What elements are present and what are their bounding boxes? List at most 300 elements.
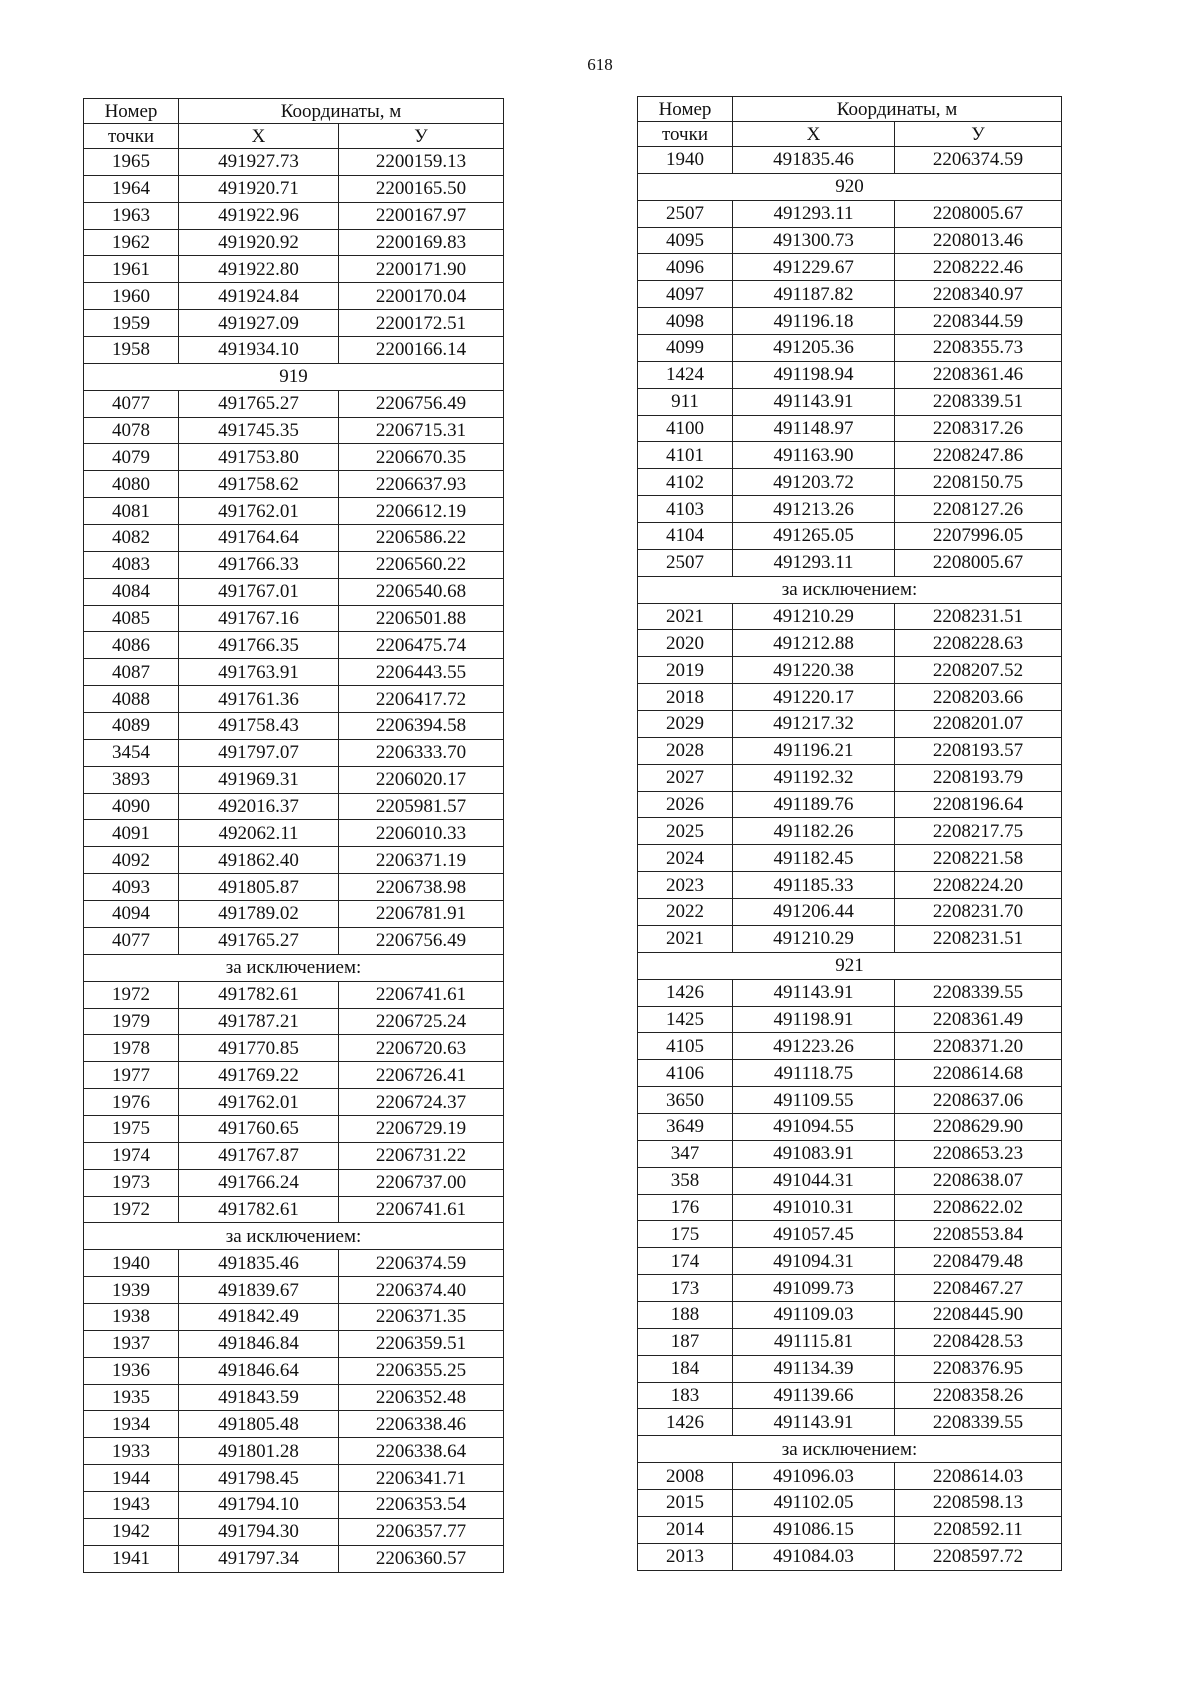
point-number-cell: 1935: [84, 1384, 179, 1411]
table-row: [84, 256, 504, 283]
table-row: [84, 1465, 504, 1492]
x-coordinate-cell: 491094.31: [733, 1248, 895, 1275]
x-coordinate-cell: 491206.44: [733, 899, 895, 926]
x-coordinate-cell: 491118.75: [733, 1060, 895, 1087]
table-row: [84, 149, 504, 176]
y-coordinate-cell: 2206371.19: [339, 847, 504, 874]
y-coordinate-cell: 2206612.19: [339, 498, 504, 525]
point-number-cell: 3650: [638, 1087, 733, 1114]
table-row: [638, 1516, 1062, 1543]
point-number-cell: 4104: [638, 523, 733, 550]
y-coordinate-cell: 2208339.51: [895, 388, 1062, 415]
section-row: [84, 363, 504, 390]
table-row: [638, 818, 1062, 845]
table-row: [84, 793, 504, 820]
y-coordinate-cell: 2208231.51: [895, 603, 1062, 630]
y-coordinate-cell: 2206417.72: [339, 686, 504, 713]
point-number-cell: 4097: [638, 281, 733, 308]
table-row: [638, 335, 1062, 362]
table-row: [638, 1087, 1062, 1114]
table-row: [638, 1060, 1062, 1087]
y-coordinate-cell: 2208193.57: [895, 737, 1062, 764]
y-coordinate-cell: 2208340.97: [895, 281, 1062, 308]
section-label: за исключением:: [638, 1436, 1062, 1463]
y-coordinate-cell: 2208224.20: [895, 872, 1062, 899]
point-number-cell: 4089: [84, 713, 179, 740]
point-number-cell: 1944: [84, 1465, 179, 1492]
x-coordinate-cell: 491210.29: [733, 925, 895, 952]
x-coordinate-cell: 491139.66: [733, 1382, 895, 1409]
table-row: [84, 1411, 504, 1438]
section-row: [84, 954, 504, 981]
header-x: X: [733, 122, 895, 147]
point-number-cell: 4096: [638, 254, 733, 281]
x-coordinate-cell: 491767.16: [179, 605, 339, 632]
y-coordinate-cell: 2200170.04: [339, 283, 504, 310]
header-point-number: Номер: [638, 97, 733, 122]
table-row: [84, 1250, 504, 1277]
point-number-cell: 1973: [84, 1169, 179, 1196]
point-number-cell: 188: [638, 1301, 733, 1328]
y-coordinate-cell: 2208428.53: [895, 1328, 1062, 1355]
y-coordinate-cell: 2208629.90: [895, 1113, 1062, 1140]
point-number-cell: 2019: [638, 657, 733, 684]
table-row: [638, 603, 1062, 630]
table-row: [638, 737, 1062, 764]
x-coordinate-cell: 491846.84: [179, 1330, 339, 1357]
x-coordinate-cell: 491927.73: [179, 149, 339, 176]
point-number-cell: 2028: [638, 737, 733, 764]
table-row: [84, 981, 504, 1008]
x-coordinate-cell: 491758.62: [179, 471, 339, 498]
y-coordinate-cell: 2208217.75: [895, 818, 1062, 845]
x-coordinate-cell: 491115.81: [733, 1328, 895, 1355]
y-coordinate-cell: 2208150.75: [895, 469, 1062, 496]
x-coordinate-cell: 491922.96: [179, 202, 339, 229]
point-number-cell: 176: [638, 1194, 733, 1221]
x-coordinate-cell: 491753.80: [179, 444, 339, 471]
point-number-cell: 1943: [84, 1491, 179, 1518]
x-coordinate-cell: 491083.91: [733, 1140, 895, 1167]
y-coordinate-cell: 2206374.40: [339, 1277, 504, 1304]
point-number-cell: 174: [638, 1248, 733, 1275]
x-coordinate-cell: 491182.26: [733, 818, 895, 845]
y-coordinate-cell: 2206374.59: [895, 147, 1062, 174]
table-row: [84, 1518, 504, 1545]
table-row: [84, 229, 504, 256]
point-number-cell: 4093: [84, 874, 179, 901]
y-coordinate-cell: 2208598.13: [895, 1489, 1062, 1516]
x-coordinate-cell: 491010.31: [733, 1194, 895, 1221]
point-number-cell: 4098: [638, 308, 733, 335]
table-row: [84, 1384, 504, 1411]
table-row: [638, 1489, 1062, 1516]
table-row: [84, 1115, 504, 1142]
y-coordinate-cell: 2200171.90: [339, 256, 504, 283]
point-number-cell: 4084: [84, 578, 179, 605]
table-row: [638, 684, 1062, 711]
table-row: [84, 874, 504, 901]
y-coordinate-cell: 2206738.98: [339, 874, 504, 901]
y-coordinate-cell: 2208221.58: [895, 845, 1062, 872]
table-row: [84, 1545, 504, 1572]
y-coordinate-cell: 2206352.48: [339, 1384, 504, 1411]
point-number-cell: 1965: [84, 149, 179, 176]
point-number-cell: 1961: [84, 256, 179, 283]
table-row: [638, 711, 1062, 738]
x-coordinate-cell: 491300.73: [733, 227, 895, 254]
x-coordinate-cell: 491134.39: [733, 1355, 895, 1382]
point-number-cell: 4077: [84, 927, 179, 954]
point-number-cell: 4091: [84, 820, 179, 847]
y-coordinate-cell: 2208371.20: [895, 1033, 1062, 1060]
table-row: [84, 901, 504, 928]
table-row: [638, 361, 1062, 388]
table-row: [84, 471, 504, 498]
point-number-cell: 4083: [84, 551, 179, 578]
y-coordinate-cell: 2206475.74: [339, 632, 504, 659]
y-coordinate-cell: 2208361.46: [895, 361, 1062, 388]
x-coordinate-cell: 491763.91: [179, 659, 339, 686]
point-number-cell: 4088: [84, 686, 179, 713]
y-coordinate-cell: 2208358.26: [895, 1382, 1062, 1409]
table-row: [638, 1167, 1062, 1194]
x-coordinate-cell: 491846.64: [179, 1357, 339, 1384]
point-number-cell: 1426: [638, 979, 733, 1006]
table-row: [84, 1035, 504, 1062]
y-coordinate-cell: 2208317.26: [895, 415, 1062, 442]
header-y: У: [895, 122, 1062, 147]
table-row: [638, 308, 1062, 335]
point-number-cell: 1958: [84, 337, 179, 364]
point-number-cell: 358: [638, 1167, 733, 1194]
point-number-cell: 4090: [84, 793, 179, 820]
table-row: [638, 496, 1062, 523]
table-row: [638, 200, 1062, 227]
y-coordinate-cell: 2206720.63: [339, 1035, 504, 1062]
y-coordinate-cell: 2206756.49: [339, 927, 504, 954]
table-row: [638, 1382, 1062, 1409]
y-coordinate-cell: 2206360.57: [339, 1545, 504, 1572]
point-number-cell: 2014: [638, 1516, 733, 1543]
y-coordinate-cell: 2206338.46: [339, 1411, 504, 1438]
table-row: [84, 444, 504, 471]
x-coordinate-cell: 491229.67: [733, 254, 895, 281]
x-coordinate-cell: 491794.10: [179, 1491, 339, 1518]
y-coordinate-cell: 2208553.84: [895, 1221, 1062, 1248]
table-row: [84, 927, 504, 954]
x-coordinate-cell: 491920.92: [179, 229, 339, 256]
y-coordinate-cell: 2206560.22: [339, 551, 504, 578]
x-coordinate-cell: 491767.87: [179, 1142, 339, 1169]
point-number-cell: 911: [638, 388, 733, 415]
table-row: [84, 713, 504, 740]
table-row: [638, 1409, 1062, 1436]
x-coordinate-cell: 491762.01: [179, 498, 339, 525]
table-row: [638, 979, 1062, 1006]
table-body: [638, 147, 1062, 1571]
x-coordinate-cell: 491766.33: [179, 551, 339, 578]
point-number-cell: 2021: [638, 603, 733, 630]
y-coordinate-cell: 2208203.66: [895, 684, 1062, 711]
table-row: [84, 605, 504, 632]
y-coordinate-cell: 2208361.49: [895, 1006, 1062, 1033]
y-coordinate-cell: 2208196.64: [895, 791, 1062, 818]
x-coordinate-cell: 491762.01: [179, 1089, 339, 1116]
table-row: [638, 1463, 1062, 1490]
x-coordinate-cell: 491086.15: [733, 1516, 895, 1543]
x-coordinate-cell: 491198.91: [733, 1006, 895, 1033]
x-coordinate-cell: 491842.49: [179, 1303, 339, 1330]
point-number-cell: 2023: [638, 872, 733, 899]
table-row: [84, 498, 504, 525]
y-coordinate-cell: 2206338.64: [339, 1438, 504, 1465]
x-coordinate-cell: 491293.11: [733, 549, 895, 576]
y-coordinate-cell: 2208344.59: [895, 308, 1062, 335]
table-row: [638, 147, 1062, 174]
x-coordinate-cell: 491084.03: [733, 1543, 895, 1570]
table-row: [84, 1357, 504, 1384]
point-number-cell: 3649: [638, 1113, 733, 1140]
header-coordinates: Координаты, м: [733, 97, 1062, 122]
point-number-cell: 4081: [84, 498, 179, 525]
x-coordinate-cell: 491265.05: [733, 523, 895, 550]
point-number-cell: 1936: [84, 1357, 179, 1384]
y-coordinate-cell: 2208228.63: [895, 630, 1062, 657]
table-row: [638, 469, 1062, 496]
y-coordinate-cell: 2208467.27: [895, 1275, 1062, 1302]
table-row: [84, 283, 504, 310]
x-coordinate-cell: 491758.43: [179, 713, 339, 740]
x-coordinate-cell: 491057.45: [733, 1221, 895, 1248]
y-coordinate-cell: 2206586.22: [339, 525, 504, 552]
point-number-cell: 173: [638, 1275, 733, 1302]
point-number-cell: 183: [638, 1382, 733, 1409]
x-coordinate-cell: 491213.26: [733, 496, 895, 523]
table-row: [638, 630, 1062, 657]
y-coordinate-cell: 2206726.41: [339, 1062, 504, 1089]
table-row: [84, 175, 504, 202]
x-coordinate-cell: 491835.46: [179, 1250, 339, 1277]
point-number-cell: 1424: [638, 361, 733, 388]
point-number-cell: 187: [638, 1328, 733, 1355]
table-row: [84, 310, 504, 337]
point-number-cell: 1964: [84, 175, 179, 202]
table-row: [84, 1008, 504, 1035]
y-coordinate-cell: 2208376.95: [895, 1355, 1062, 1382]
table-row: [638, 925, 1062, 952]
point-number-cell: 4080: [84, 471, 179, 498]
point-number-cell: 1979: [84, 1008, 179, 1035]
table-row: [638, 872, 1062, 899]
y-coordinate-cell: 2200167.97: [339, 202, 504, 229]
table-row: [84, 820, 504, 847]
point-number-cell: 1940: [84, 1250, 179, 1277]
x-coordinate-cell: 491217.32: [733, 711, 895, 738]
y-coordinate-cell: 2208653.23: [895, 1140, 1062, 1167]
y-coordinate-cell: 2200166.14: [339, 337, 504, 364]
y-coordinate-cell: 2208339.55: [895, 1409, 1062, 1436]
header-y: У: [339, 124, 504, 149]
section-label: 921: [638, 952, 1062, 979]
point-number-cell: 1426: [638, 1409, 733, 1436]
point-number-cell: 4099: [638, 335, 733, 362]
x-coordinate-cell: 491220.17: [733, 684, 895, 711]
x-coordinate-cell: 491835.46: [733, 147, 895, 174]
x-coordinate-cell: 491766.35: [179, 632, 339, 659]
x-coordinate-cell: 491766.24: [179, 1169, 339, 1196]
table-row: [84, 1330, 504, 1357]
table-row: [638, 1113, 1062, 1140]
point-number-cell: 4086: [84, 632, 179, 659]
x-coordinate-cell: 491789.02: [179, 901, 339, 928]
y-coordinate-cell: 2206670.35: [339, 444, 504, 471]
y-coordinate-cell: 2208127.26: [895, 496, 1062, 523]
table-row: [84, 1089, 504, 1116]
x-coordinate-cell: 491770.85: [179, 1035, 339, 1062]
point-number-cell: 2026: [638, 791, 733, 818]
table-row: [638, 227, 1062, 254]
point-number-cell: 4085: [84, 605, 179, 632]
point-number-cell: 1977: [84, 1062, 179, 1089]
x-coordinate-cell: 491765.27: [179, 390, 339, 417]
section-row: [638, 576, 1062, 603]
point-number-cell: 2020: [638, 630, 733, 657]
x-coordinate-cell: 491862.40: [179, 847, 339, 874]
table-row: [84, 1142, 504, 1169]
table-row: [84, 337, 504, 364]
section-label: за исключением:: [638, 576, 1062, 603]
table-row: [84, 1491, 504, 1518]
y-coordinate-cell: 2208193.79: [895, 764, 1062, 791]
y-coordinate-cell: 2208013.46: [895, 227, 1062, 254]
point-number-cell: 4105: [638, 1033, 733, 1060]
y-coordinate-cell: 2208247.86: [895, 442, 1062, 469]
table-row: [638, 791, 1062, 818]
x-coordinate-cell: 491143.91: [733, 979, 895, 1006]
x-coordinate-cell: 491163.90: [733, 442, 895, 469]
x-coordinate-cell: 491210.29: [733, 603, 895, 630]
x-coordinate-cell: 491801.28: [179, 1438, 339, 1465]
table-row: [638, 1194, 1062, 1221]
y-coordinate-cell: 2206333.70: [339, 739, 504, 766]
page-number: 618: [587, 55, 613, 74]
table-row: [638, 1248, 1062, 1275]
x-coordinate-cell: 491182.45: [733, 845, 895, 872]
section-row: [638, 173, 1062, 200]
y-coordinate-cell: 2206443.55: [339, 659, 504, 686]
table-row: [638, 549, 1062, 576]
y-coordinate-cell: 2208637.06: [895, 1087, 1062, 1114]
table-row: [638, 442, 1062, 469]
y-coordinate-cell: 2205981.57: [339, 793, 504, 820]
point-number-cell: 1976: [84, 1089, 179, 1116]
y-coordinate-cell: 2208005.67: [895, 200, 1062, 227]
y-coordinate-cell: 2206756.49: [339, 390, 504, 417]
point-number-cell: 1978: [84, 1035, 179, 1062]
table-row: [84, 1169, 504, 1196]
y-coordinate-cell: 2206357.77: [339, 1518, 504, 1545]
y-coordinate-cell: 2206371.35: [339, 1303, 504, 1330]
x-coordinate-cell: 491782.61: [179, 981, 339, 1008]
x-coordinate-cell: 491189.76: [733, 791, 895, 818]
table-row: [84, 739, 504, 766]
section-label: за исключением:: [84, 1223, 504, 1250]
x-coordinate-cell: 491094.55: [733, 1113, 895, 1140]
table-header: [84, 99, 504, 149]
x-coordinate-cell: 492062.11: [179, 820, 339, 847]
x-coordinate-cell: 491203.72: [733, 469, 895, 496]
x-coordinate-cell: 491044.31: [733, 1167, 895, 1194]
x-coordinate-cell: 491187.82: [733, 281, 895, 308]
table-row: [84, 525, 504, 552]
y-coordinate-cell: 2206353.54: [339, 1491, 504, 1518]
table-row: [638, 1543, 1062, 1570]
x-coordinate-cell: 491765.27: [179, 927, 339, 954]
section-row: [638, 952, 1062, 979]
x-coordinate-cell: 491205.36: [733, 335, 895, 362]
x-coordinate-cell: 491787.21: [179, 1008, 339, 1035]
x-coordinate-cell: 491798.45: [179, 1465, 339, 1492]
point-number-cell: 1425: [638, 1006, 733, 1033]
table-body: [84, 149, 504, 1573]
point-number-cell: 1933: [84, 1438, 179, 1465]
x-coordinate-cell: 491934.10: [179, 337, 339, 364]
y-coordinate-cell: 2207996.05: [895, 523, 1062, 550]
y-coordinate-cell: 2208355.73: [895, 335, 1062, 362]
y-coordinate-cell: 2200159.13: [339, 149, 504, 176]
y-coordinate-cell: 2208222.46: [895, 254, 1062, 281]
table-row: [638, 281, 1062, 308]
y-coordinate-cell: 2206715.31: [339, 417, 504, 444]
x-coordinate-cell: 491922.80: [179, 256, 339, 283]
y-coordinate-cell: 2208597.72: [895, 1543, 1062, 1570]
y-coordinate-cell: 2206355.25: [339, 1357, 504, 1384]
header-x: X: [179, 124, 339, 149]
table-row: [84, 1438, 504, 1465]
y-coordinate-cell: 2208479.48: [895, 1248, 1062, 1275]
table-row: [84, 847, 504, 874]
table-row: [638, 1328, 1062, 1355]
point-number-cell: 1942: [84, 1518, 179, 1545]
y-coordinate-cell: 2206725.24: [339, 1008, 504, 1035]
header-point-number-2: точки: [84, 124, 179, 149]
table-row: [638, 1006, 1062, 1033]
y-coordinate-cell: 2206010.33: [339, 820, 504, 847]
point-number-cell: 2018: [638, 684, 733, 711]
point-number-cell: 4087: [84, 659, 179, 686]
table-row: [638, 415, 1062, 442]
y-coordinate-cell: 2208622.02: [895, 1194, 1062, 1221]
table-row: [84, 390, 504, 417]
point-number-cell: 3454: [84, 739, 179, 766]
table-row: [84, 766, 504, 793]
point-number-cell: 2029: [638, 711, 733, 738]
y-coordinate-cell: 2208339.55: [895, 979, 1062, 1006]
point-number-cell: 4106: [638, 1060, 733, 1087]
y-coordinate-cell: 2206741.61: [339, 981, 504, 1008]
y-coordinate-cell: 2206741.61: [339, 1196, 504, 1223]
x-coordinate-cell: 491760.65: [179, 1115, 339, 1142]
x-coordinate-cell: 491769.22: [179, 1062, 339, 1089]
point-number-cell: 4078: [84, 417, 179, 444]
table-row: [84, 1277, 504, 1304]
y-coordinate-cell: 2206731.22: [339, 1142, 504, 1169]
point-number-cell: 2027: [638, 764, 733, 791]
y-coordinate-cell: 2208201.07: [895, 711, 1062, 738]
x-coordinate-cell: 491143.91: [733, 388, 895, 415]
point-number-cell: 4102: [638, 469, 733, 496]
